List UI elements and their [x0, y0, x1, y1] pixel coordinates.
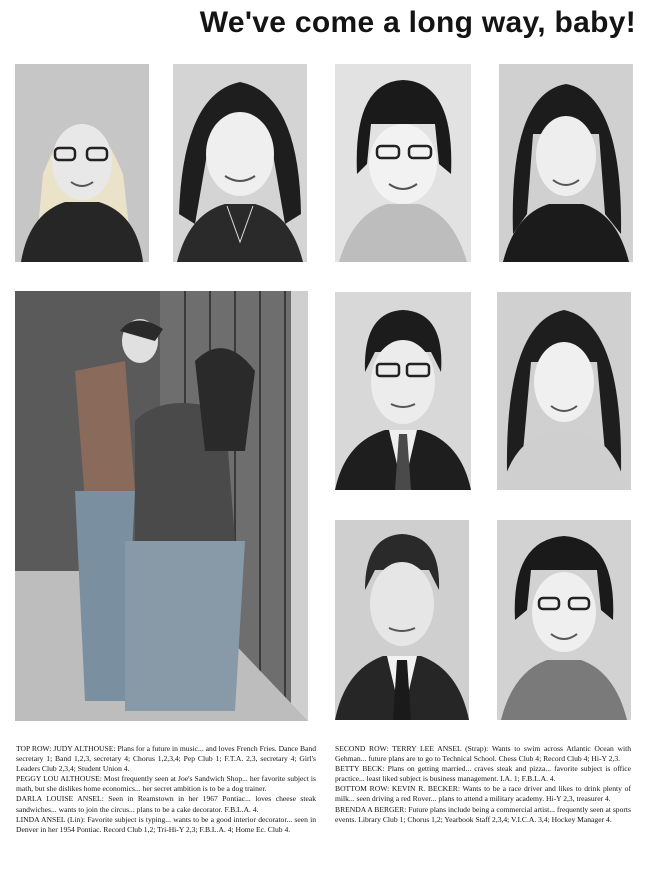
portrait-linda-ansel	[499, 64, 633, 262]
caption-bottom-row-kevin: BOTTOM ROW: KEVIN R. BECKER: Wants to be a race driver and likes to drink plenty of milk... seen driving a red Rover... plans to attend a military academy. Hi-Y 2,3, treasurer 4.	[335, 784, 631, 804]
candid-hallway-lockers-photo	[15, 291, 308, 721]
caption-left-column	[16, 744, 316, 835]
caption-betty: BETTY BECK: Plans on getting married... craves steak and pizza... favorite subject is office practice... least liked subject is business management. I.A. 1; F.B.L.A. 4.	[335, 764, 631, 784]
portrait-darla-louise-ansel	[335, 64, 471, 262]
portrait-judy-althouse	[15, 64, 149, 262]
portrait-brenda-a-berger	[497, 520, 631, 720]
caption-right-column	[335, 744, 631, 825]
portrait-betty-beck	[497, 292, 631, 490]
caption-peggy: PEGGY LOU ALTHOUSE: Most frequently seen at Joe's Sandwich Shop... her favorite subject is math, but she dislikes home economics... her secret ambition is to be a dog trainer.	[16, 774, 316, 794]
page-headline: We've come a long way, baby!	[199, 6, 636, 39]
caption-top-row-judy: TOP ROW: JUDY ALTHOUSE: Plans for a future in music... and loves French Fries. Dance Band secretary 1; Band 1,2,3, secretary 4; Chorus 1,2,3,4; Pep Club 1; F.T.A. 2,3, secretary 4; Girl's Leaders Club 2,3,4; Student Union 4.	[16, 744, 316, 774]
portrait-terry-lee-ansel	[335, 292, 471, 490]
portrait-peggy-lou-althouse	[173, 64, 307, 262]
caption-linda: LINDA ANSEL (Lin): Favorite subject is typing... wants to be a good interior decorator... seen in Denver in her 1954 Pontiac. Record Club 1,2; Tri-Hi-Y 2,3; F.B.L.A. 4; Home Ec. Club 4.	[16, 814, 316, 834]
caption-second-row-terry: SECOND ROW: TERRY LEE ANSEL (Strap): Wants to swim across Atlantic Ocean with Gehman... future plans are to go to Technical School. Chess Club 4; Record Club 4; Hi-Y 2,3.	[335, 744, 631, 764]
caption-darla: DARLA LOUISE ANSEL: Seen in Reamstown in her 1967 Pontiac... loves cheese steak sandwiches... wants to join the circus... plans to be a cake decorator. F.B.L.A. 4.	[16, 794, 316, 814]
caption-brenda: BRENDA A BERGER: Future plans include being a commercial artist... frequently seen at sports events. Library Club 1; Chorus 1,2; Yearbook Staff 2,3,4; V.I.C.A. 3,4; Hockey Manager 4.	[335, 804, 631, 824]
portrait-kevin-r-becker	[335, 520, 469, 720]
